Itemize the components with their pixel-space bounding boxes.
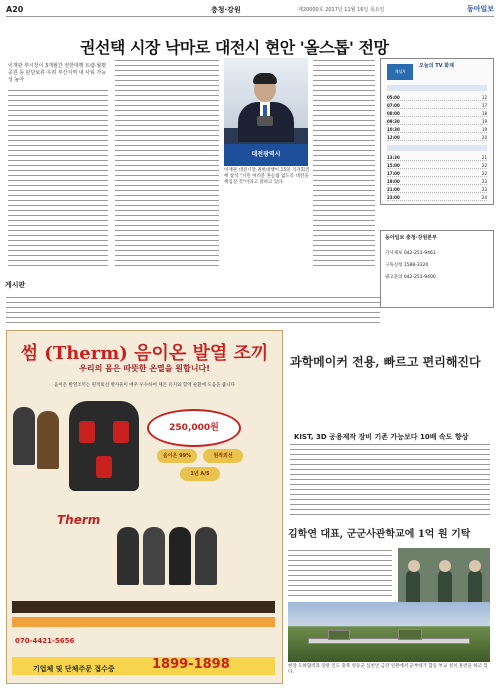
tv-row: 13:30 21 bbox=[387, 155, 487, 160]
vest-image bbox=[69, 401, 139, 491]
ad-description: 음이온 발열조끼는 원적외선 방사율이 매우 우수하여 체온 유지와 혈액 순환에 도움을 줍니다 bbox=[54, 383, 235, 388]
ad-brand: Therm bbox=[57, 513, 101, 527]
article2-body bbox=[290, 442, 490, 518]
model-figure bbox=[13, 407, 35, 465]
bridge-caption: 현장 도하협력과 장관 인도 충북 영동군 심천면 금강 일원에서 군부대가 합동 부교 설치 훈련을 하고 있다. bbox=[288, 664, 488, 675]
tv-row: 23:00 24 bbox=[387, 195, 487, 200]
tv-row: 10:30 19 bbox=[387, 127, 487, 132]
article-column-3 bbox=[313, 58, 375, 268]
tv-row: 19:00 23 bbox=[387, 179, 487, 184]
notice-board bbox=[5, 280, 215, 292]
photo-caption: 이재관 대전시장 권한대행이 15일 기자회견에 참석 "시민 여러분 흔들림 없도록 대전을 책임질 것"이라고 말하고 있다. bbox=[224, 168, 310, 185]
tv-box-header bbox=[387, 85, 487, 91]
main-headline: 권선택 시장 낙마로 대전시 현안 '올스톱' 전망 bbox=[80, 38, 389, 57]
model-figure bbox=[169, 527, 191, 585]
ad-badge: 원적외선 bbox=[203, 449, 243, 463]
ad-info-bar bbox=[12, 601, 275, 613]
tv-box-title: 오늘의 TV 화제 bbox=[419, 63, 454, 69]
contact-box bbox=[380, 230, 494, 308]
model-figure bbox=[143, 527, 165, 585]
ad-title: 썸 (Therm) 음이온 발열 조끼 bbox=[20, 343, 269, 364]
contact-row: 광고문의 042-253-9400 bbox=[385, 275, 436, 280]
notice-board-title: 게시판 bbox=[5, 281, 26, 289]
tv-row: 12:00 20 bbox=[387, 135, 487, 140]
ad-subtitle: 우리의 몸은 따뜻한 온열을 원합니다! bbox=[79, 364, 210, 373]
model-figure bbox=[195, 527, 217, 585]
ad-order-label: 기업체 및 단체주문 접수중 bbox=[33, 665, 115, 673]
model-figure bbox=[37, 411, 59, 469]
notice-board-text bbox=[6, 295, 380, 325]
article2-subhead: KIST, 3D 공용제작 장비 기존 가능보다 10배 속도 향상 bbox=[294, 433, 469, 441]
section-name: 충청·강원 bbox=[211, 6, 241, 14]
ad-badge: 1년 A/S bbox=[180, 467, 220, 481]
ad-badge: 음이온 99% bbox=[157, 449, 197, 463]
tv-row: 07:00 17 bbox=[387, 103, 487, 108]
article2-headline: 과학메이커 전용, 빠르고 편리해진다 bbox=[290, 355, 481, 369]
contact-row: 기사제보 042-253-9461 bbox=[385, 251, 436, 256]
page-header bbox=[6, 4, 494, 17]
tv-row: 09:30 19 bbox=[387, 119, 487, 124]
tv-schedule-box bbox=[380, 58, 494, 205]
ad-info-bar-2 bbox=[12, 617, 275, 627]
contact-row: 구독신청 1588-3320 bbox=[385, 263, 429, 268]
tv-row: 05:00 12 bbox=[387, 95, 487, 100]
article-column-1 bbox=[8, 88, 108, 268]
ad-phone: 1899-1898 bbox=[152, 657, 230, 672]
tv-row: 15:00 22 bbox=[387, 163, 487, 168]
vest-advertisement bbox=[6, 330, 283, 684]
article3-headline: 김학연 대표, 군군사관학교에 1억 원 기탁 bbox=[288, 529, 471, 540]
newspaper-logo: 동아일보 bbox=[466, 5, 494, 13]
model-figure bbox=[117, 527, 139, 585]
tv-row: 08:00 18 bbox=[387, 111, 487, 116]
ad-phone-2: 070-4421-5656 bbox=[15, 637, 75, 645]
tv-row: 17:00 22 bbox=[387, 171, 487, 176]
ad-price: 250,000원 bbox=[147, 409, 241, 447]
donation-photo bbox=[398, 548, 490, 608]
tv-row: 21:00 23 bbox=[387, 187, 487, 192]
photo-banner: 대전광역시 bbox=[224, 144, 308, 166]
contact-title: 동아일보 충청·강원본부 bbox=[385, 235, 437, 241]
tv-box-header-2 bbox=[387, 145, 487, 151]
lede: 이재관 부시장이 3개월간 권한대행 트램·월평공원 등 판단보류 우려 부산지역 내 사퇴 가능성 높아 bbox=[8, 63, 107, 83]
page-number: A20 bbox=[6, 5, 24, 14]
article3-body bbox=[288, 548, 392, 598]
mayor-photo bbox=[224, 58, 308, 166]
bridge-training-photo bbox=[288, 602, 490, 662]
channel-logo: 채널A bbox=[387, 64, 413, 80]
article-column-2 bbox=[115, 58, 219, 268]
issue-date: 제20000호 2017년 11월 16일 목요일 bbox=[298, 7, 385, 13]
